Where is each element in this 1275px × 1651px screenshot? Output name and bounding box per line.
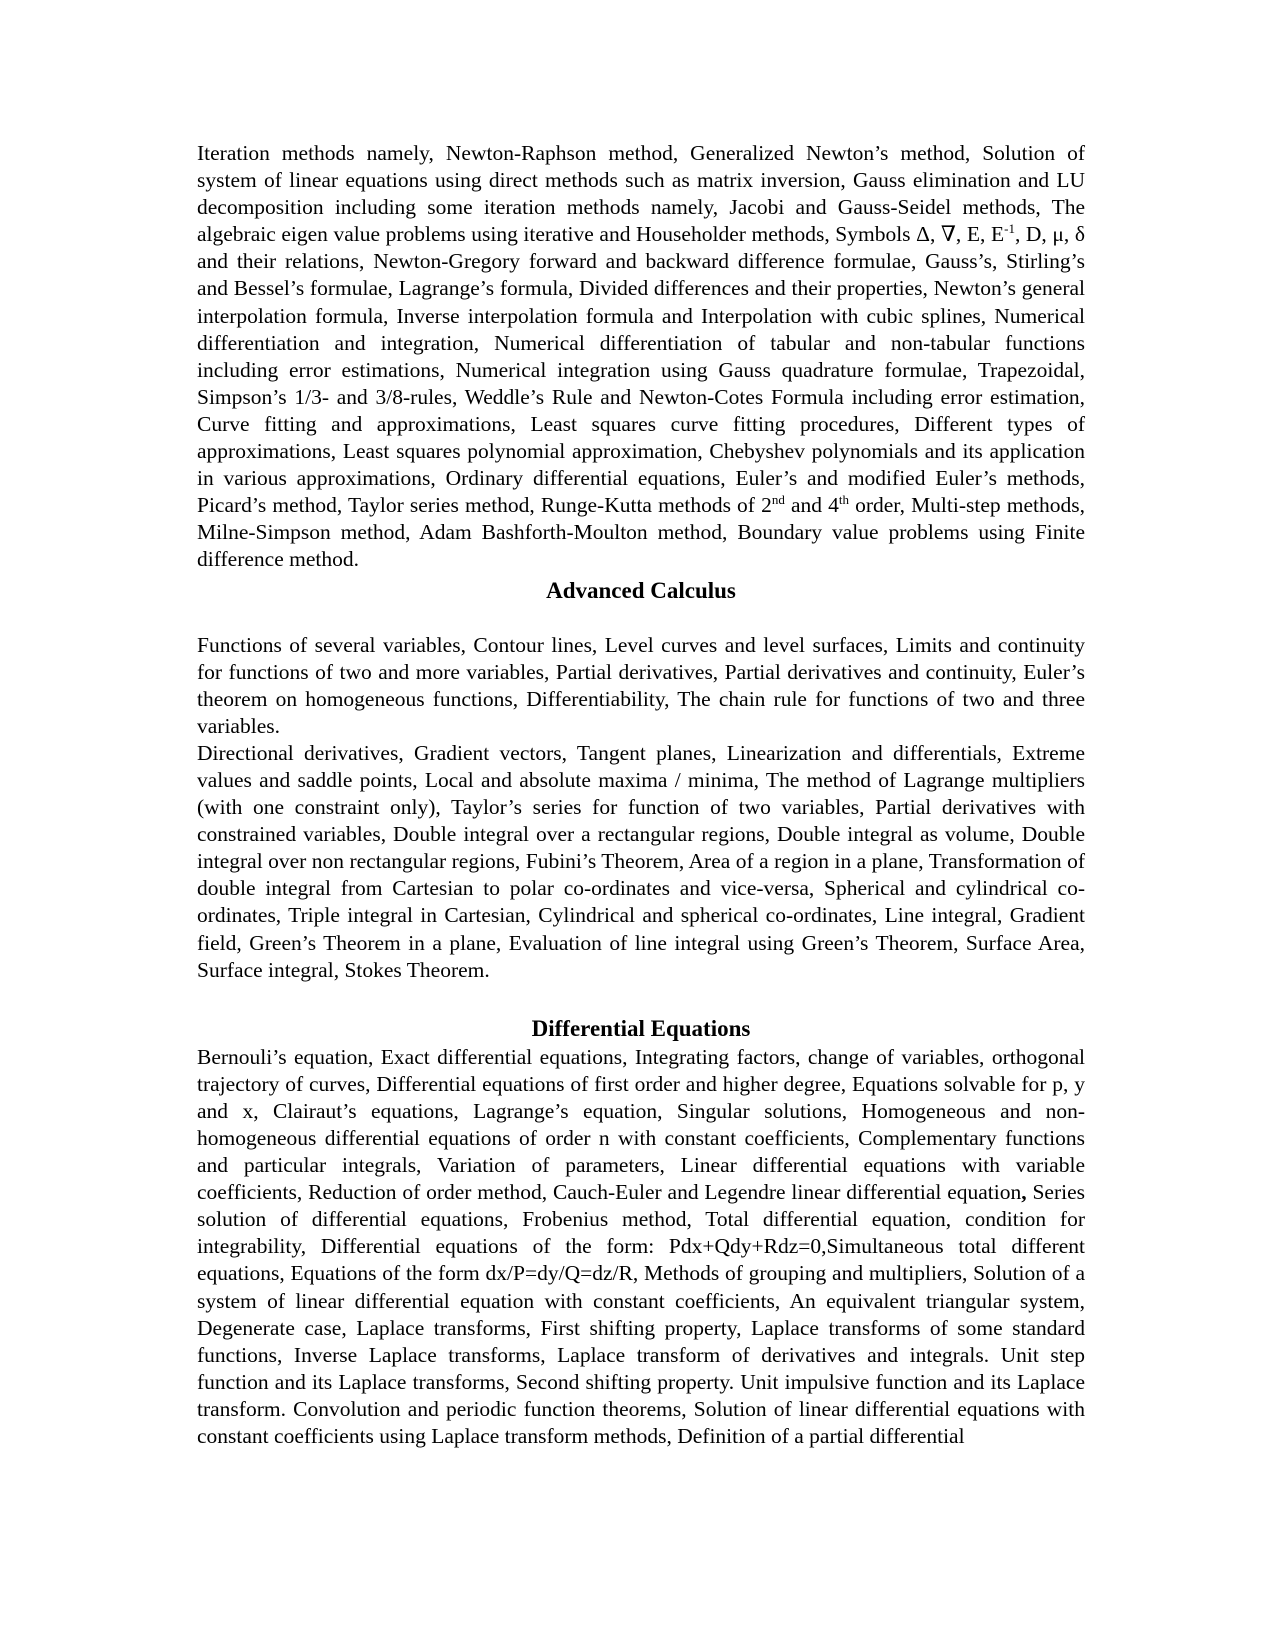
text-segment: Series solution of differential equations, Frobenius method, Total differential equation, condition for integrability, Differential equations of the form: Pdx+Qdy+Rdz=0,Simultaneous total different equations, Equations of the form dx/P=dy/Q=dz/R, Methods of grouping and multipliers, Solution of a system of linear differential equation with constant coefficients, An equivalent triangular system, Degenerate case, Laplace transforms, First shifting property, Laplace transforms of some standard functions, Inverse Laplace transforms, Laplace transform of derivatives and integrals. Unit step function and its Laplace transforms, Second shifting property. Unit impulsive function and its Laplace transform. Convolution and periodic function theorems, Solution of linear differential equations with constant coefficients using Laplace transform methods, Definition of a partial differential	[197, 1180, 1086, 1449]
text-segment: , D, μ, δ and their relations, Newton-Gregory forward and backward difference formulae, Gauss’s, Stirling’s and Bessel’s formulae, Lagrange’s formula, Divided differences and their properties, Newton’s general interpolation formula, Inverse interpolation formula and Interpolation with cubic splines, Numerical differentiation and integration, Numerical differentiation of tabular and non-tabular functions including error estimations, Numerical integration using Gauss quadrature formulae, Trapezoidal, Simpson’s 1/3- and 3/8-rules, Weddle’s Rule and Newton-Cotes Formula including error estimation, Curve fitting and approximations, Least squares curve fitting procedures, Different types of approximations, Least squares polynomial approximation, Chebyshev polynomials and its application in various approximations, Ordinary differential equations, Euler’s and modified Euler’s methods, Picard’s method, Taylor series method, Runge-Kutta methods of 2	[197, 222, 1085, 518]
differential-equations-paragraph	[197, 1044, 1085, 1450]
numerical-methods-paragraph	[197, 140, 1085, 574]
superscript: nd	[771, 492, 785, 508]
superscript: -1	[1004, 221, 1015, 237]
text-segment: Bernouli’s equation, Exact differential equations, Integrating factors, change of variables, orthogonal trajectory of curves, Differential equations of first order and higher degree, Equations solvable for p, y and x, Clairaut’s equations, Lagrange’s equation, Singular solutions, Homogeneous and non-homogeneous differential equations of order n with constant coefficients, Complementary functions and particular integrals, Variation of parameters, Linear differential equations with variable coefficients, Reduction of order method, Cauch-Euler and Legendre linear differential equation	[197, 1044, 1085, 1205]
text-segment: order, Multi-step methods, Milne-Simpson method, Adam Bashforth-Moulton method, Boundary value problems using Finite difference method.	[197, 493, 1085, 572]
section-heading-differential-equations: Differential Equations	[531, 1015, 751, 1041]
text-segment: Iteration methods namely, Newton-Raphson method, Generalized Newton’s method, Solution of system of linear equations using direct methods such as matrix inversion, Gauss elimination and LU decomposition including some iteration methods namely, Jacobi and Gauss-Seidel methods, The algebraic eigen value problems using iterative and Householder methods, Symbols Δ, ∇, E, E	[197, 141, 1085, 247]
advanced-calculus-paragraph-1: Functions of several variables, Contour lines, Level curves and level surfaces, Limits and continuity for functions of two and more variables, Partial derivatives, Partial derivatives and continuity, Euler’s theorem on homogeneous functions, Differentiability, The chain rule for functions of two and three variables.	[197, 632, 1085, 738]
section-heading-advanced-calculus: Advanced Calculus	[546, 577, 736, 603]
text-segment: and 4	[784, 493, 839, 518]
superscript: th	[838, 492, 849, 508]
advanced-calculus-paragraph-2: Directional derivatives, Gradient vectors, Tangent planes, Linearization and differentials, Extreme values and saddle points, Local and absolute maxima / minima, The method of Lagrange multipliers (with one constraint only), Taylor’s series for function of two variables, Partial derivatives with constrained variables, Double integral over a rectangular regions, Double integral as volume, Double integral over non rectangular regions, Fubini’s Theorem, Area of a region in a plane, Transformation of double integral from Cartesian to polar co-ordinates and vice-versa, Spherical and cylindrical co-ordinates, Triple integral in Cartesian, Cylindrical and spherical co-ordinates, Line integral, Gradient field, Green’s Theorem in a plane, Evaluation of line integral using Green’s Theorem, Surface Area, Surface integral, Stokes Theorem.	[197, 740, 1085, 982]
document-page	[197, 140, 1085, 1450]
bold-comma: ,	[1021, 1180, 1027, 1205]
